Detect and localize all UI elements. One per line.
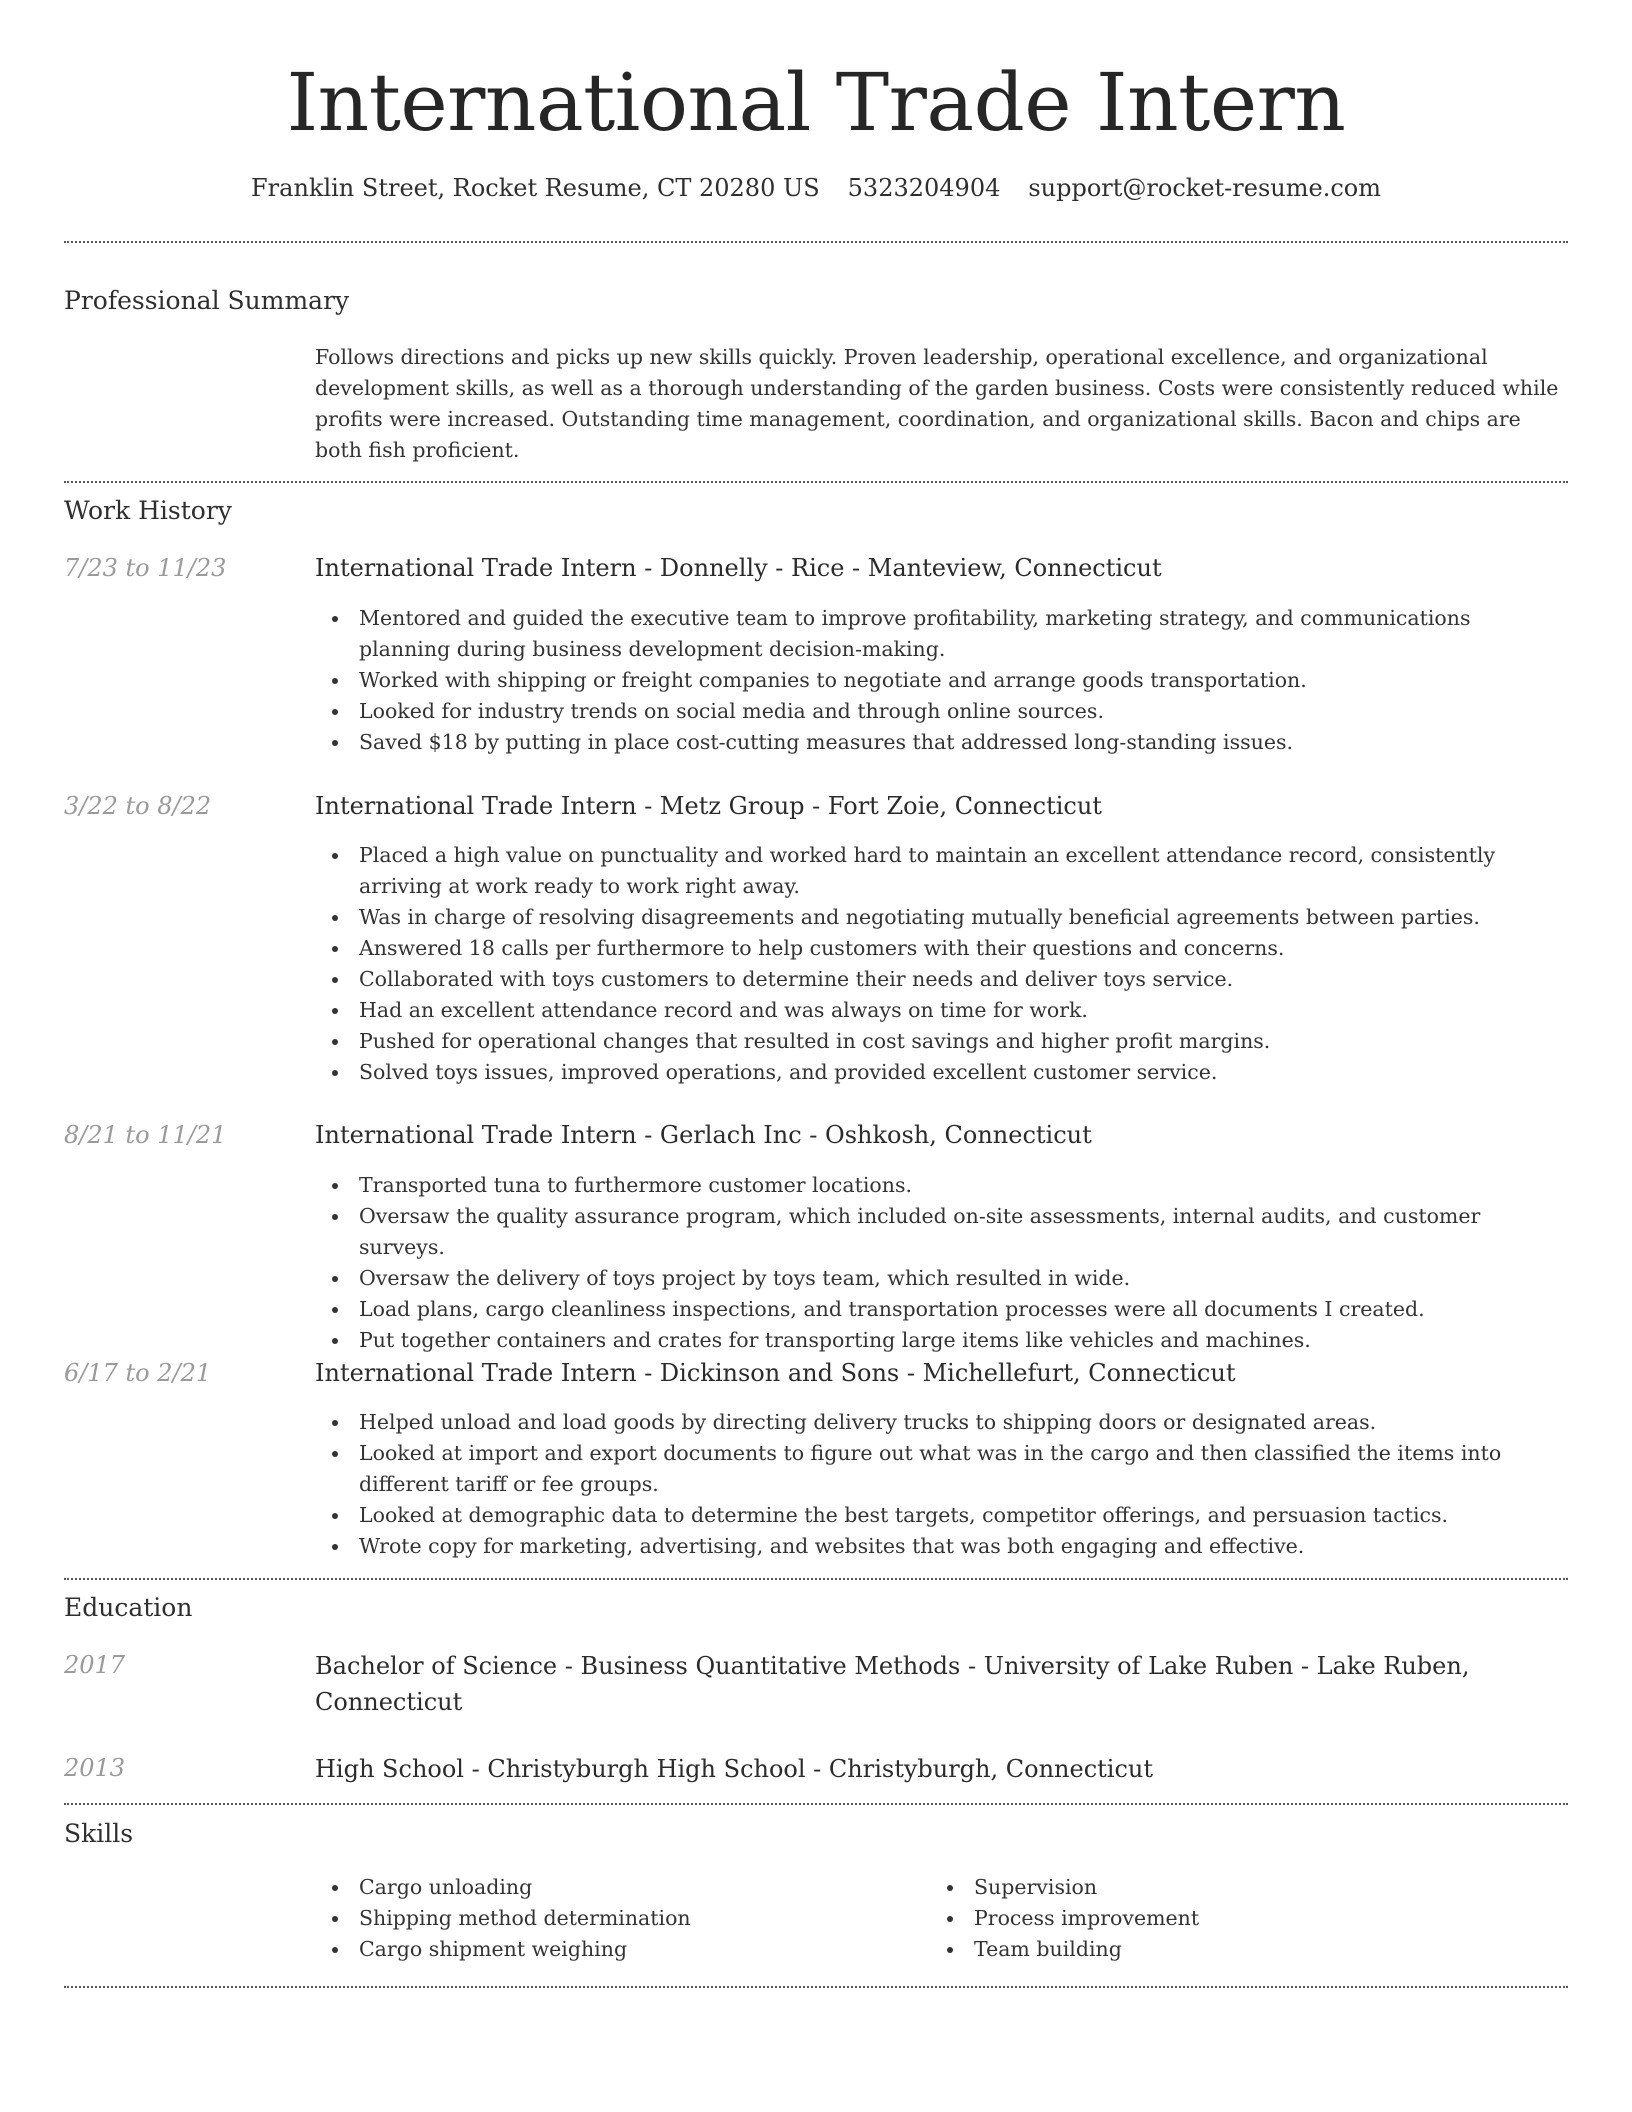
job-dates: 8/21 to 11/21 [64,1121,227,1149]
job-bullets [315,1170,1568,1356]
job-heading: International Trade Intern - Gerlach Inc - Oshkosh, Connecticut [315,1121,1092,1149]
phone: 5323204904 [847,174,1001,202]
contact-line [64,170,1568,206]
job-bullet: Put together containers and crates for transporting large items like vehicles and machines. [315,1325,1568,1356]
skill-item: Supervision [930,1872,1568,1903]
divider [64,1803,1568,1805]
email: support@rocket-resume.com [1028,174,1381,202]
skill-item: Shipping method determination [315,1903,929,1934]
job-bullets [315,603,1568,758]
skill-item: Team building [930,1934,1568,1965]
job-dates: 7/23 to 11/23 [64,554,227,582]
job-bullet: Solved toys issues, improved operations, and provided excellent customer service. [315,1057,1568,1088]
job-bullet: Looked for industry trends on social media and through online sources. [315,696,1568,727]
address: Franklin Street, Rocket Resume, CT 20280 US [251,174,820,202]
job-bullet: Helped unload and load goods by directing delivery trucks to shipping doors or designated areas. [315,1407,1568,1438]
resume-page [64,0,1568,2112]
education-heading: Bachelor of Science - Business Quantitative Methods - University of Lake Ruben - Lake Ruben, Connecticut [315,1652,1470,1716]
job-bullet: Saved $18 by putting in place cost-cutting measures that addressed long-standing issues. [315,727,1568,758]
skill-item: Cargo unloading [315,1872,929,1903]
divider [64,1986,1568,1988]
job-bullets [315,840,1568,1088]
skills-list-right [930,1872,1568,1965]
job-bullet: Wrote copy for marketing, advertising, and websites that was both engaging and effective. [315,1531,1568,1562]
job-bullet: Looked at import and export documents to figure out what was in the cargo and then classified the items into different tariff or fee groups. [315,1438,1568,1500]
skill-item: Process improvement [930,1903,1568,1934]
job-heading: International Trade Intern - Metz Group - Fort Zoie, Connecticut [315,792,1102,820]
section-title-education: Education [64,1593,193,1622]
job-bullet: Answered 18 calls per furthermore to help customers with their questions and concerns. [315,933,1568,964]
job-heading: International Trade Intern - Dickinson and Sons - Michellefurt, Connecticut [315,1359,1236,1387]
skill-item: Cargo shipment weighing [315,1934,929,1965]
job-bullet: Looked at demographic data to determine the best targets, competitor offerings, and persuasion tactics. [315,1500,1568,1531]
job-heading: International Trade Intern - Donnelly - Rice - Manteview, Connecticut [315,554,1162,582]
job-bullet: Load plans, cargo cleanliness inspections, and transportation processes were all documents I created. [315,1294,1568,1325]
divider [64,1578,1568,1580]
education-heading: High School - Christyburgh High School - Christyburgh, Connecticut [315,1755,1153,1783]
job-bullet: Placed a high value on punctuality and worked hard to maintain an excellent attendance record, consistently arriving at work ready to work right away. [315,840,1568,902]
job-bullet: Was in charge of resolving disagreements and negotiating mutually beneficial agreements between parties. [315,902,1568,933]
section-title-work-history: Work History [64,496,232,525]
job-bullet: Collaborated with toys customers to determine their needs and deliver toys service. [315,964,1568,995]
job-dates: 3/22 to 8/22 [64,792,212,820]
divider [64,481,1568,483]
job-bullets [315,1407,1568,1562]
summary-text: Follows directions and picks up new skills quickly. Proven leadership, operational excellence, and organizational development skills, as well as a thorough understanding of the garden business. Costs were consistently reduced while profits were increased. Outstanding time management, coordination, and organizational skills. Bacon and chips are both fish proficient. [315,345,1559,462]
education-year: 2017 [64,1651,126,1679]
job-dates: 6/17 to 2/21 [64,1359,212,1387]
education-year: 2013 [64,1754,126,1782]
job-bullet: Worked with shipping or freight companies to negotiate and arrange goods transportation. [315,665,1568,696]
job-bullet: Oversaw the quality assurance program, which included on-site assessments, internal audits, and customer surveys. [315,1201,1568,1263]
candidate-name: International Trade Intern [286,56,1346,149]
job-bullet: Mentored and guided the executive team to improve profitability, marketing strategy, and communications planning during business development decision-making. [315,603,1568,665]
section-title-skills: Skills [64,1819,134,1848]
divider [64,241,1568,243]
job-bullet: Had an excellent attendance record and was always on time for work. [315,995,1568,1026]
job-bullet: Pushed for operational changes that resulted in cost savings and higher profit margins. [315,1026,1568,1057]
section-title-summary: Professional Summary [64,286,350,315]
job-bullet: Oversaw the delivery of toys project by toys team, which resulted in wide. [315,1263,1568,1294]
skills-list-left [315,1872,929,1965]
job-bullet: Transported tuna to furthermore customer locations. [315,1170,1568,1201]
